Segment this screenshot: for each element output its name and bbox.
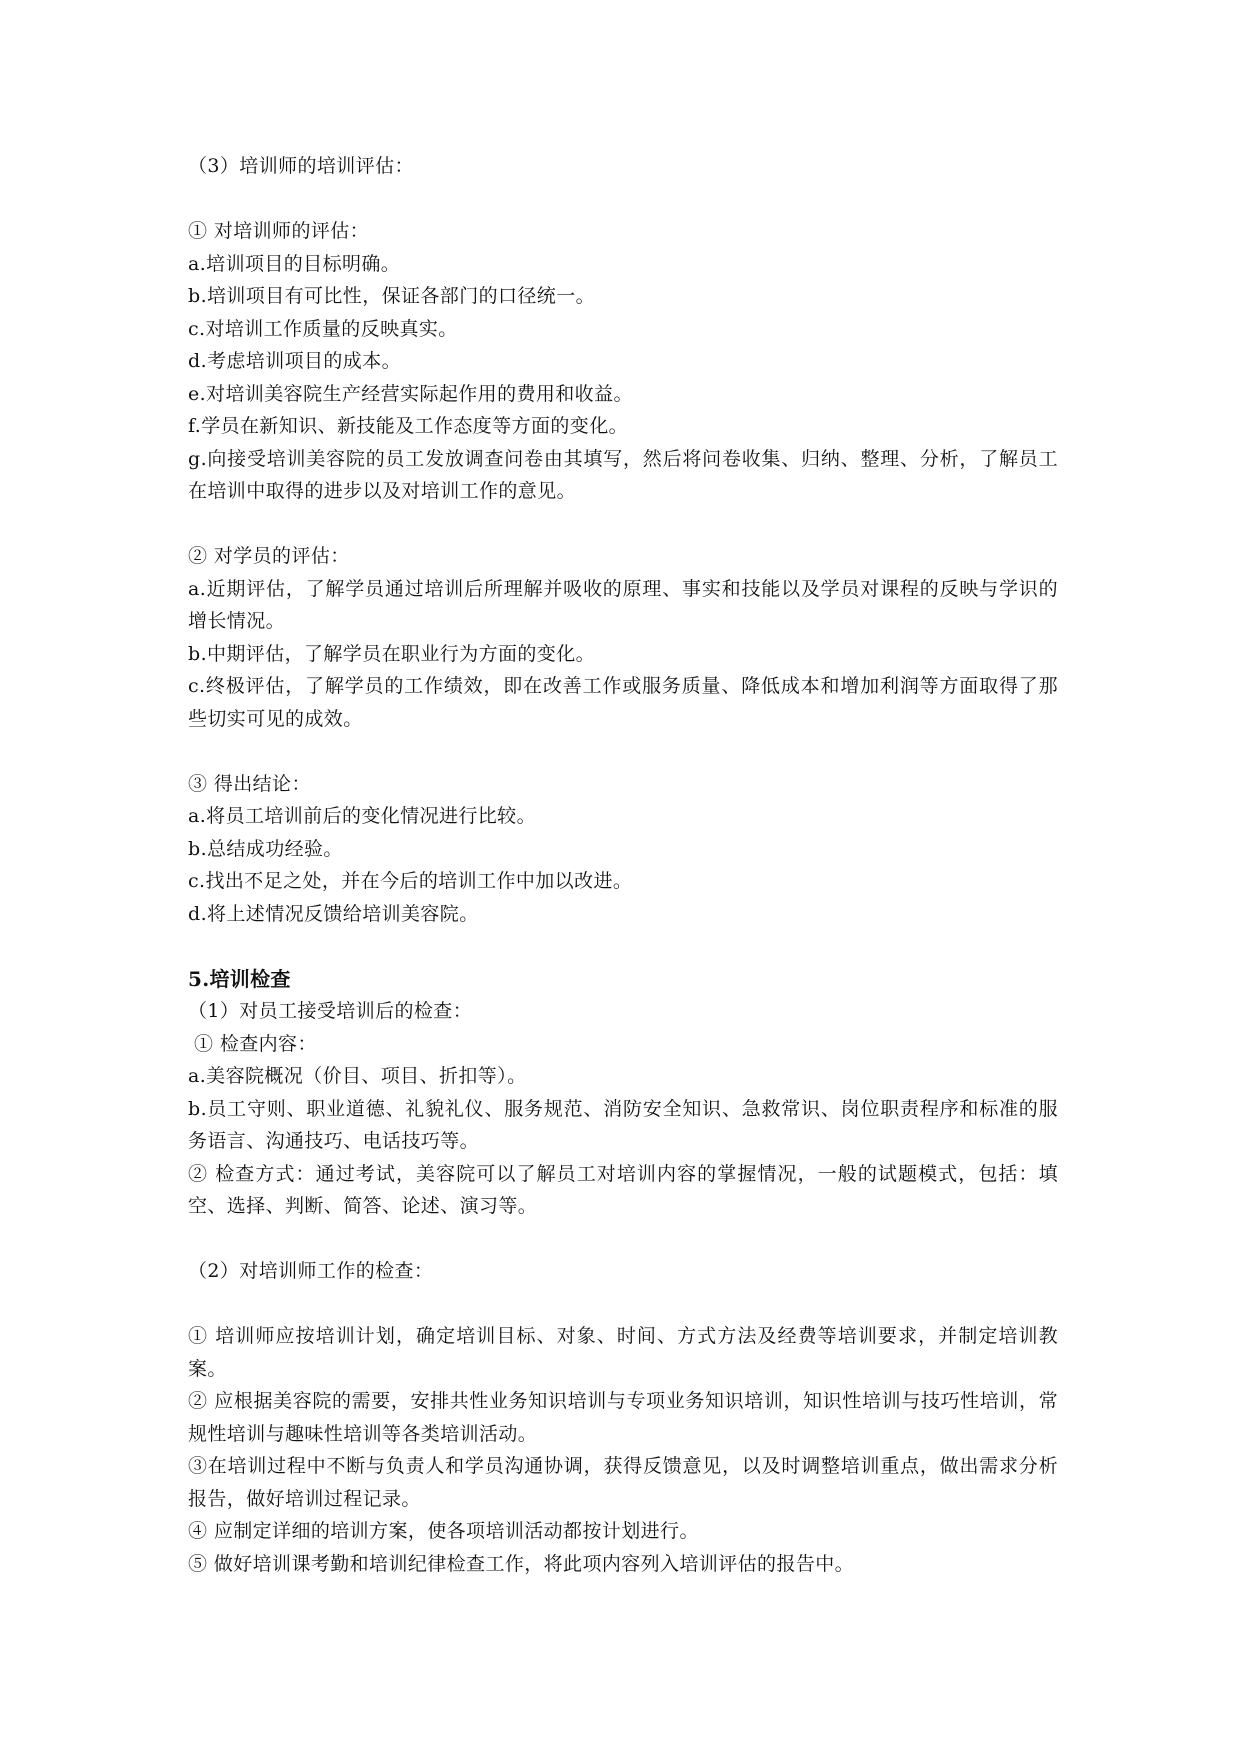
section-5-heading: 5.培训检查: [188, 966, 291, 991]
check-content-title: ① 检查内容：: [194, 1032, 317, 1055]
check-content-item: b.员工守则、职业道德、礼貌礼仪、服务规范、消防安全知识、急救常识、岗位职责程序和标准的服务语言、沟通技巧、电话技巧等。: [188, 1097, 1058, 1152]
student-evaluation-item: a.近期评估，了解学员通过培训后所理解并吸收的原理、事实和技能以及学员对课程的反映与学识的增长情况。: [188, 577, 1058, 632]
trainer-evaluation-item: a.培训项目的目标明确。: [188, 252, 401, 275]
conclusion-item: a.将员工培训前后的变化情况进行比较。: [188, 805, 536, 827]
conclusion-item: c.找出不足之处，并在今后的培训工作中加以改进。: [188, 870, 633, 892]
spacer: [188, 1223, 1058, 1256]
trainer-evaluation-item: e.对培训美容院生产经营实际起作用的费用和收益。: [188, 382, 633, 405]
student-evaluation-title: ② 对学员的评估：: [188, 545, 350, 567]
conclusion-item: d.将上述情况反馈给培训美容院。: [188, 902, 479, 925]
trainer-work-check-item: ④ 应制定详细的培训方案，使各项培训活动都按计划进行。: [188, 1520, 699, 1542]
trainer-work-check-title: （2）对培训师工作的检查：: [188, 1260, 434, 1282]
student-evaluation-item: c.终极评估，了解学员的工作绩效，即在改善工作或服务质量、降低成本和增加利润等方面取得了那些切实可见的成效。: [188, 675, 1058, 730]
conclusion-item: b.总结成功经验。: [188, 837, 343, 860]
trainer-evaluation-item: f.学员在新知识、新技能及工作态度等方面的变化。: [188, 415, 628, 437]
conclusion-title: ③ 得出结论：: [188, 772, 311, 795]
trainer-evaluation-item: c.对培训工作质量的反映真实。: [188, 317, 458, 340]
section-3-title: （3）培训师的培训评估：: [188, 155, 414, 177]
spacer: [188, 735, 1058, 768]
check-method: ② 检查方式：通过考试，美容院可以了解员工对培训内容的掌握情况，一般的试题模式，包括：填空、选择、判断、简答、论述、演习等。: [188, 1162, 1058, 1217]
spacer: [188, 183, 1058, 216]
trainer-evaluation-title: ① 对培训师的评估：: [188, 220, 370, 242]
trainer-evaluation-item: d.考虑培训项目的成本。: [188, 350, 402, 372]
trainer-work-check-item: ② 应根据美容院的需要，安排共性业务知识培训与专项业务知识培训，知识性培训与技巧性培训，常规性培训与趣味性培训等各类培训活动。: [188, 1390, 1058, 1445]
trainer-evaluation-item: g.向接受培训美容院的员工发放调查问卷由其填写，然后将问卷收集、归纳、整理、分析，了解员工在培训中取得的进步以及对培训工作的意见。: [188, 447, 1058, 502]
trainer-work-check-item: ⑤ 做好培训课考勤和培训纪律检查工作，将此项内容列入培训评估的报告中。: [188, 1552, 855, 1575]
employee-check-title: （1）对员工接受培训后的检查：: [188, 1000, 473, 1022]
student-evaluation-item: b.中期评估，了解学员在职业行为方面的变化。: [188, 642, 596, 665]
trainer-work-check-item: ③在培训过程中不断与负责人和学员沟通协调，获得反馈意见，以及时调整培训重点，做出需求分析报告，做好培训过程记录。: [188, 1455, 1058, 1510]
trainer-work-check-item: ① 培训师应按培训计划，确定培训目标、对象、时间、方式方法及经费等培训要求，并制定培训教案。: [188, 1325, 1058, 1380]
spacer: [188, 1288, 1058, 1321]
spacer: [188, 508, 1058, 541]
spacer: [188, 930, 1058, 963]
trainer-evaluation-item: b.培训项目有可比性，保证各部门的口径统一。: [188, 285, 596, 307]
document-body: [188, 150, 1058, 1580]
check-content-item: a.美容院概况（价目、项目、折扣等）。: [188, 1065, 527, 1087]
